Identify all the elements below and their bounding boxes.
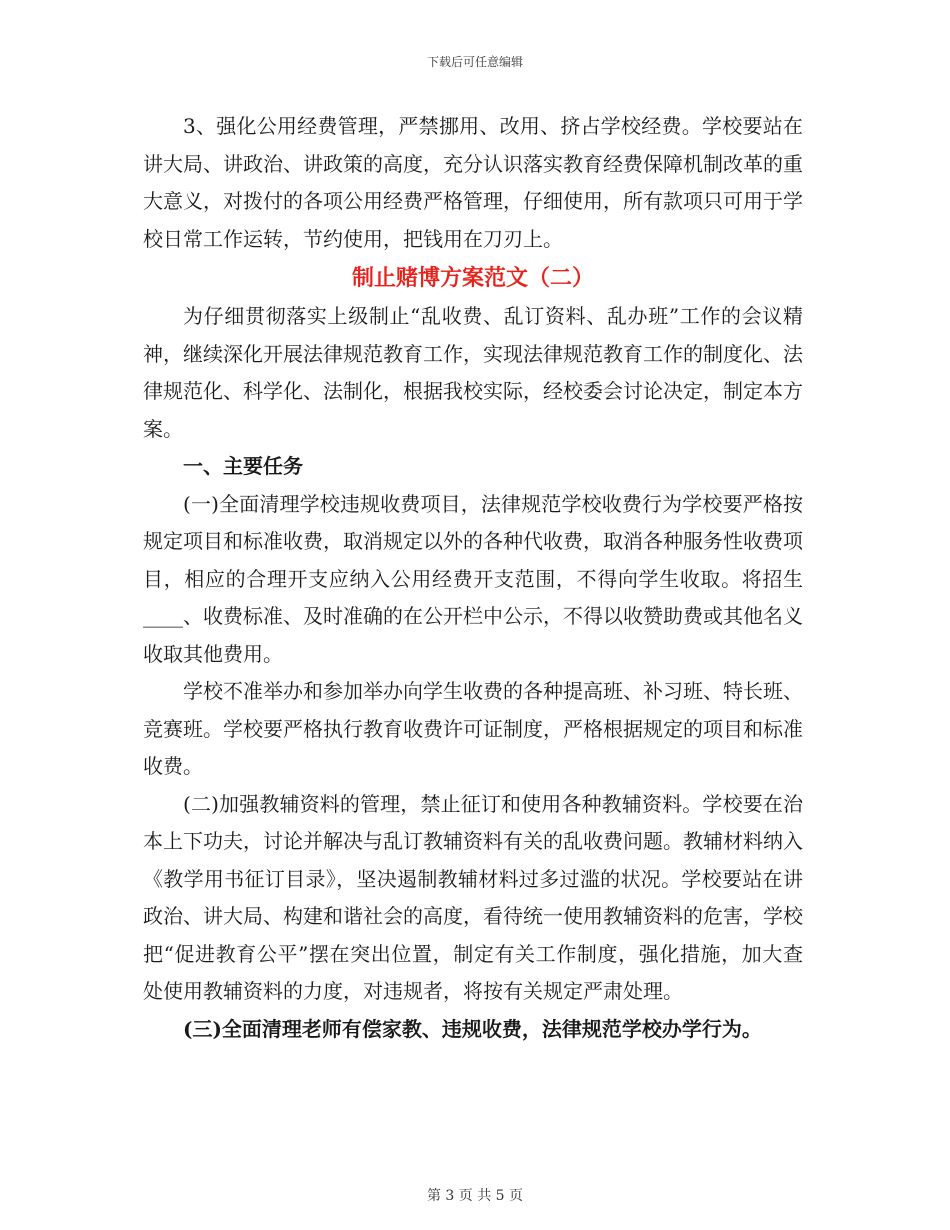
paragraph-funding-management: 3、强化公用经费管理，严禁挪用、改用、挤占学校经费。学校要站在讲大局、讲政治、讲政策的高度，充分认识落实教育经费保障机制改革的重大意义，对拨付的各项公用经费严格管理，仔细使用，所有款项只可用于学校日常工作运转，节约使用，把钱用在刀刃上。 bbox=[143, 114, 803, 251]
page-number: 第 3 页 共 5 页 bbox=[426, 1188, 524, 1204]
document-title: 制止赌博方案范文（二） bbox=[351, 265, 594, 291]
document-body bbox=[143, 108, 803, 1048]
paragraph-task-2: (二)加强教辅资料的管理，禁止征订和使用各种教辅资料。学校要在治本上下功夫，讨论并解决与乱订教辅资料有关的乱收费问题。教辅材料纳入《教学用书征订目录》，坚决遏制教辅材料过多过滥的状况。学校要站在讲政治、讲大局、构建和谐社会的高度，看待统一使用教辅资料的危害，学校把“促进教育公平”摆在突出位置，制定有关工作制度，强化措施，加大查处使用教辅资料的力度，对违规者，将按有关规定严肃处理。 bbox=[143, 791, 803, 1003]
paragraph-task-3: (三)全面清理老师有偿家教、违规收费，法律规范学校办学行为。 bbox=[183, 1016, 762, 1041]
paragraph-intro: 为仔细贯彻落实上级制止“乱收费、乱订资料、乱办班”工作的会议精神，继续深化开展法律规范教育工作，实现法律规范教育工作的制度化、法律规范化、科学化、法制化，根据我校实际，经校委会讨论决定，制定本方案。 bbox=[143, 304, 803, 441]
page-header: 下载后可任意编辑 bbox=[426, 55, 523, 69]
section-heading-main-tasks: 一、主要任务 bbox=[183, 454, 303, 478]
paragraph-task-1-classes: 学校不准举办和参加举办向学生收费的各种提高班、补习班、特长班、竞赛班。学校要严格执行教育收费许可证制度，严格根据规定的项目和标准收费。 bbox=[143, 679, 803, 778]
paragraph-task-1: (一)全面清理学校违规收费项目，法律规范学校收费行为学校要严格按规定项目和标准收费，取消规定以外的各种代收费，取消各种服务性收费项目，相应的合理开支应纳入公用经费开支范围，不得向学生收取。将招生____、收费标准、及时准确的在公开栏中公示，不得以收赞助费或其他名义收取其他费用。 bbox=[143, 491, 803, 666]
